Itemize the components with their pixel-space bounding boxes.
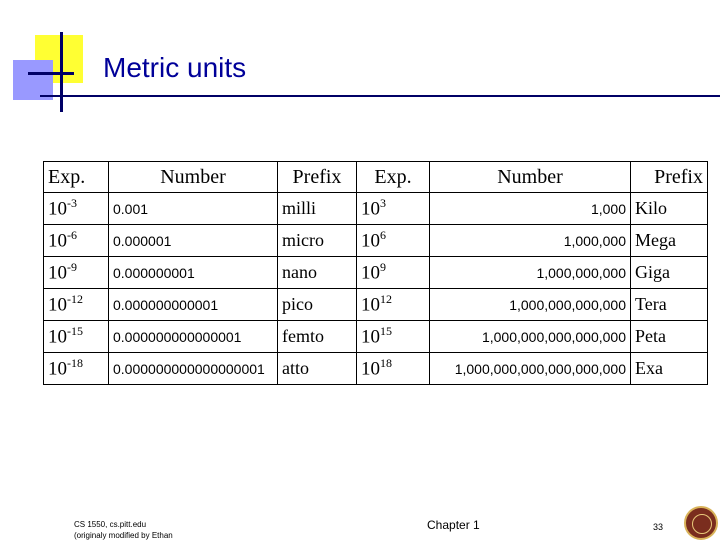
exp-power-2: 6 [380,228,386,243]
slide-title: Metric units [103,52,247,83]
prefix-cell-2: Kilo [631,193,708,225]
number-cell-2: 1,000,000,000 [430,257,631,289]
number-cell: 0.000001 [109,225,278,257]
number-cell: 0.000000000001 [109,289,278,321]
prefix-cell: pico [278,289,357,321]
exp-cell [44,193,109,225]
number-cell: 0.000000001 [109,257,278,289]
table-row [44,321,708,353]
exp-power: -18 [67,356,83,371]
prefix-cell-2: Giga [631,257,708,289]
exp-base-2: 10 [361,262,380,284]
exp-cell [44,289,109,321]
exp-power-2: 15 [380,324,392,339]
university-seal-icon [684,506,718,540]
exp-power-2: 9 [380,260,386,275]
exp-base: 10 [48,230,67,252]
exp-cell [44,353,109,385]
table-row [44,193,708,225]
table-header-row [44,162,708,193]
prefix-cell: micro [278,225,357,257]
footer-credit-line-1: CS 1550, cs.pitt.edu [74,520,147,529]
exp-cell-2 [357,257,430,289]
footer-chapter: Chapter 1 [427,518,480,532]
table-row [44,353,708,385]
exp-power: -9 [67,260,77,275]
header-exp: Exp. [44,162,109,193]
metric-units-table [43,161,708,385]
prefix-cell-2: Exa [631,353,708,385]
header-prefix-2: Prefix [631,162,708,193]
prefix-cell-2: Peta [631,321,708,353]
table-row [44,225,708,257]
number-cell-2: 1,000,000 [430,225,631,257]
header-prefix: Prefix [278,162,357,193]
exp-base-2: 10 [361,294,380,316]
exp-power-2: 12 [380,292,392,307]
number-cell-2: 1,000 [430,193,631,225]
decorative-blue-square [13,60,53,100]
header-number: Number [109,162,278,193]
exp-power: -6 [67,228,77,243]
number-cell: 0.001 [109,193,278,225]
exp-base-2: 10 [361,358,380,380]
prefix-cell: atto [278,353,357,385]
number-cell: 0.000000000000000001 [109,353,278,385]
table-row [44,257,708,289]
exp-base-2: 10 [361,326,380,348]
footer-credit [74,519,173,541]
exp-base: 10 [48,326,67,348]
exp-power: -3 [67,196,77,211]
exp-cell-2 [357,321,430,353]
exp-base-2: 10 [361,198,380,220]
exp-cell [44,321,109,353]
exp-cell-2 [357,193,430,225]
prefix-cell: femto [278,321,357,353]
prefix-cell-2: Tera [631,289,708,321]
exp-base: 10 [48,262,67,284]
exp-cell [44,257,109,289]
footer-credit-line-2: (originaly modified by Ethan [74,531,173,540]
exp-power: -12 [67,292,83,307]
header-exp-2: Exp. [357,162,430,193]
exp-cell-2 [357,225,430,257]
table-row [44,289,708,321]
exp-power-2: 3 [380,196,386,211]
title-underline-rule [40,95,720,97]
number-cell: 0.000000000000001 [109,321,278,353]
exp-base-2: 10 [361,230,380,252]
prefix-cell: milli [278,193,357,225]
exp-base: 10 [48,294,67,316]
exp-power: -15 [67,324,83,339]
exp-cell-2 [357,289,430,321]
number-cell-2: 1,000,000,000,000,000,000 [430,353,631,385]
exp-cell [44,225,109,257]
prefix-cell-2: Mega [631,225,708,257]
header-number-2: Number [430,162,631,193]
number-cell-2: 1,000,000,000,000,000 [430,321,631,353]
prefix-cell: nano [278,257,357,289]
exp-base: 10 [48,358,67,380]
decorative-short-rule [28,72,74,75]
exp-base: 10 [48,198,67,220]
number-cell-2: 1,000,000,000,000 [430,289,631,321]
exp-power-2: 18 [380,356,392,371]
exp-cell-2 [357,353,430,385]
page-number: 33 [653,522,664,532]
